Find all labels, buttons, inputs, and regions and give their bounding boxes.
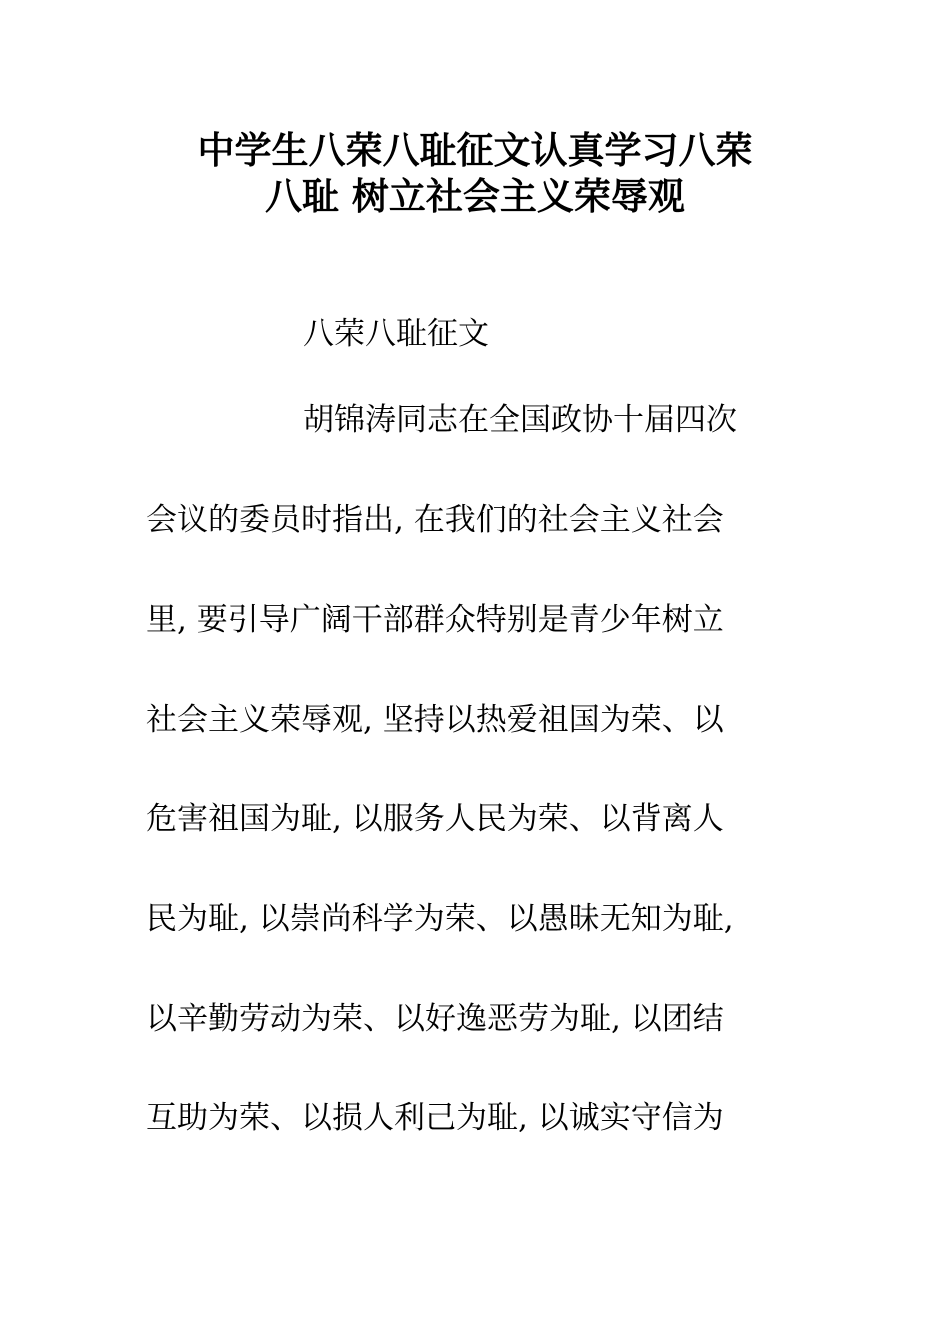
body-line-7: 以辛勤劳动为荣、以好逸恶劳为耻, 以团结 — [146, 1001, 724, 1037]
document-subtitle: 八荣八耻征文 — [303, 316, 489, 352]
document-title-line-1: 中学生八荣八耻征文认真学习八荣 — [197, 129, 753, 172]
body-line-1: 胡锦涛同志在全国政协十届四次 — [303, 402, 737, 438]
body-line-5: 危害祖国为耻, 以服务人民为荣、以背离人 — [146, 801, 724, 837]
body-line-6: 民为耻, 以崇尚科学为荣、以愚昧无知为耻, — [146, 901, 734, 937]
document-title-line-2: 八耻 树立社会主义荣辱观 — [265, 175, 685, 218]
body-line-4: 社会主义荣辱观, 坚持以热爱祖国为荣、以 — [146, 702, 724, 738]
body-line-2: 会议的委员时指出, 在我们的社会主义社会 — [146, 502, 724, 538]
body-line-3: 里, 要引导广阔干部群众特别是青少年树立 — [146, 602, 724, 638]
body-line-8: 互助为荣、以损人利己为耻, 以诚实守信为 — [146, 1100, 724, 1136]
